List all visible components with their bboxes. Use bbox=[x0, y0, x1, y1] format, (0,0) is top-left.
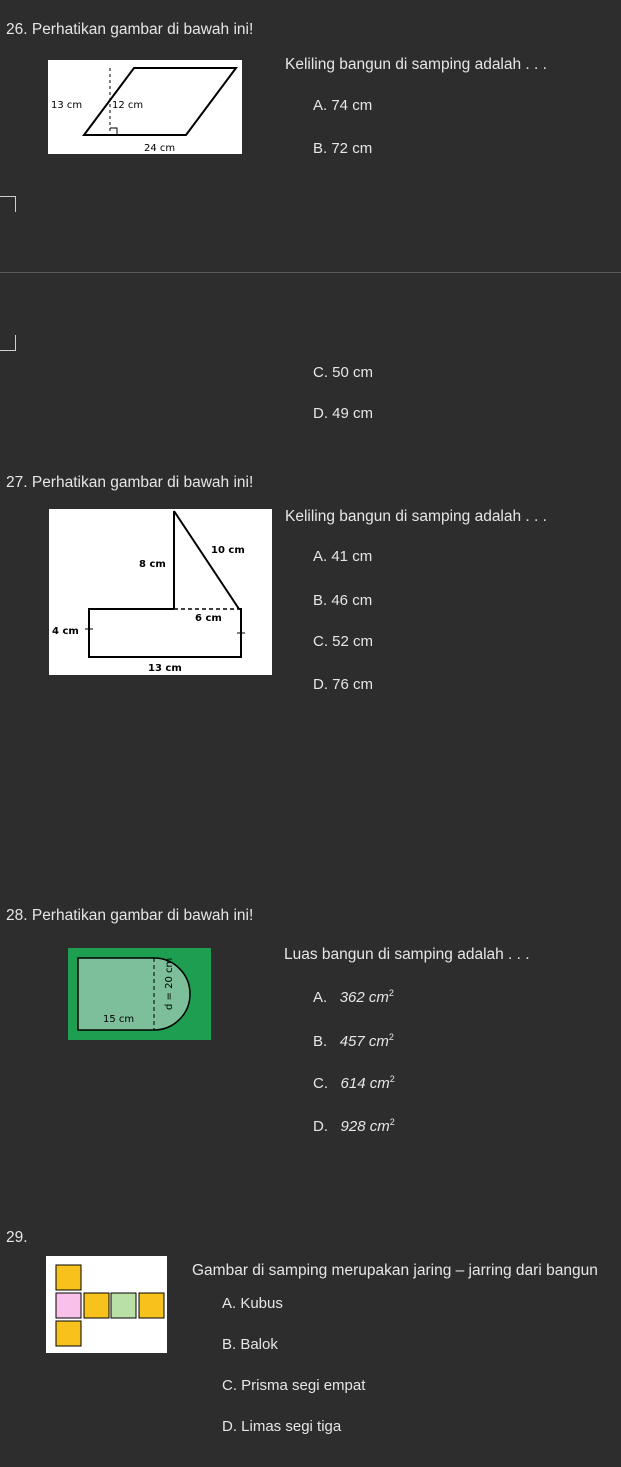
question-27-title: 27. Perhatikan gambar di bawah ini! bbox=[6, 474, 254, 491]
q28-option-c-value: 614 cm bbox=[340, 1075, 390, 1092]
question-26-title: 26. Perhatikan gambar di bawah ini! bbox=[6, 21, 254, 38]
q26-option-b[interactable]: B. 72 cm bbox=[313, 140, 373, 157]
q28-option-a[interactable] bbox=[313, 988, 394, 1006]
q29-option-d[interactable]: D. Limas segi tiga bbox=[222, 1418, 342, 1435]
q28-option-b-value: 457 cm bbox=[339, 1033, 389, 1050]
page-divider bbox=[0, 272, 621, 273]
q28-option-c-label: C. bbox=[313, 1075, 328, 1092]
fig27-label-a: 8 cm bbox=[139, 559, 166, 570]
q28-option-b[interactable] bbox=[313, 1032, 394, 1050]
q28-option-c-exponent: 2 bbox=[389, 1074, 395, 1084]
q28-option-a-value: 362 cm bbox=[339, 989, 389, 1006]
q28-option-b-label: B. bbox=[313, 1033, 328, 1050]
q27-option-d[interactable]: D. 76 cm bbox=[313, 676, 374, 693]
fig28-diameter-label: d = 20 cm bbox=[164, 957, 175, 1010]
fig27-label-d: 4 cm bbox=[52, 626, 79, 637]
fig27-label-c: 6 cm bbox=[195, 613, 222, 624]
fig26-base-label: 24 cm bbox=[144, 143, 176, 154]
fig26-side-label: 13 cm bbox=[51, 100, 83, 111]
composite-shape-figure bbox=[49, 509, 272, 675]
cube-net-figure bbox=[46, 1256, 167, 1353]
fig28-width-label: 15 cm bbox=[103, 1014, 135, 1025]
q27-option-a[interactable]: A. 41 cm bbox=[313, 548, 373, 565]
q29-option-a[interactable]: A. Kubus bbox=[222, 1295, 283, 1312]
question-29-title: 29. bbox=[6, 1229, 28, 1246]
q29-option-c[interactable]: C. Prisma segi empat bbox=[222, 1377, 366, 1394]
page-break-corner-top bbox=[0, 196, 16, 212]
q28-option-d-exponent: 2 bbox=[389, 1117, 395, 1127]
fig27-label-b: 10 cm bbox=[211, 545, 245, 556]
q28-option-c[interactable] bbox=[313, 1074, 395, 1092]
question-28-prompt: Luas bangun di samping adalah . . . bbox=[284, 946, 530, 963]
page-break-corner-bottom bbox=[0, 335, 16, 351]
question-29-prompt: Gambar di samping merupakan jaring – jarring dari bangun bbox=[192, 1262, 598, 1279]
question-27-prompt: Keliling bangun di samping adalah . . . bbox=[285, 508, 547, 525]
q28-option-a-exponent: 2 bbox=[388, 988, 394, 998]
q27-option-c[interactable]: C. 52 cm bbox=[313, 633, 374, 650]
semicircle-rectangle-figure bbox=[68, 948, 211, 1040]
q28-option-a-label: A. bbox=[313, 989, 328, 1006]
q29-option-b[interactable]: B. Balok bbox=[222, 1336, 278, 1353]
q28-option-d-label: D. bbox=[313, 1118, 328, 1135]
q28-option-d-value: 928 cm bbox=[340, 1118, 390, 1135]
question-28-title: 28. Perhatikan gambar di bawah ini! bbox=[6, 907, 254, 924]
parallelogram-figure bbox=[48, 60, 242, 154]
q28-option-b-exponent: 2 bbox=[388, 1032, 394, 1042]
question-26-prompt: Keliling bangun di samping adalah . . . bbox=[285, 56, 547, 73]
fig26-height-label: 12 cm bbox=[112, 100, 144, 111]
q26-option-a[interactable]: A. 74 cm bbox=[313, 97, 373, 114]
q26-option-d[interactable]: D. 49 cm bbox=[313, 405, 374, 422]
q26-option-c[interactable]: C. 50 cm bbox=[313, 364, 374, 381]
q28-option-d[interactable] bbox=[313, 1117, 395, 1135]
fig27-label-e: 13 cm bbox=[148, 663, 182, 674]
q27-option-b[interactable]: B. 46 cm bbox=[313, 592, 373, 609]
